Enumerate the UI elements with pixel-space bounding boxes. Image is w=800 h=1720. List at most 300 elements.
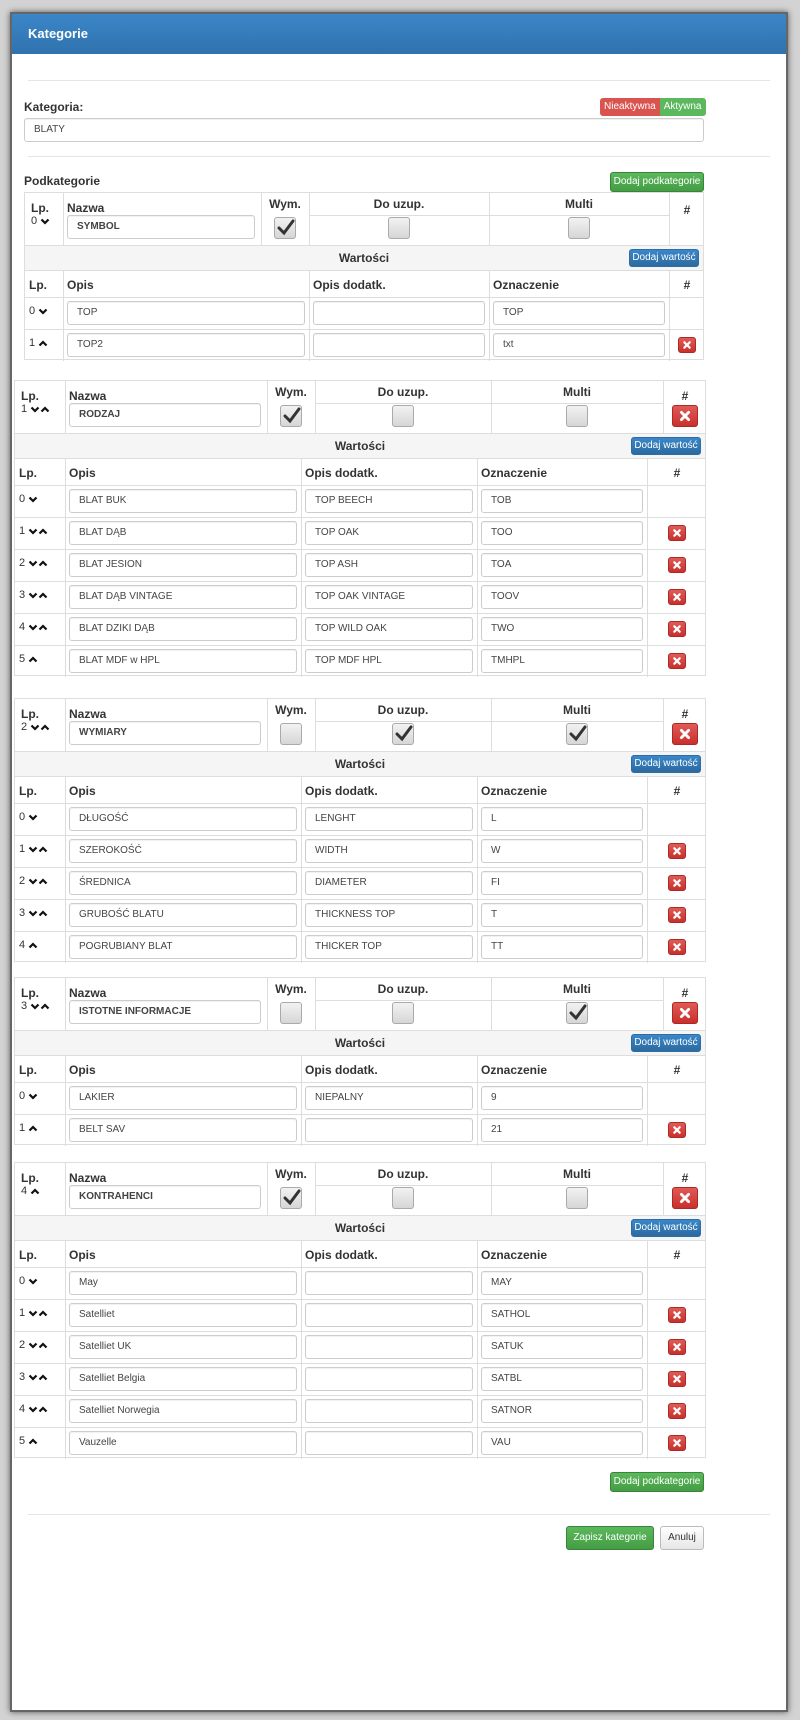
value-row [15,1114,705,1146]
checkmark-icon [569,725,587,743]
value-row [15,549,705,581]
chevron-up-icon[interactable] [40,405,50,414]
value-code-input[interactable]: SATUK [481,1335,643,1359]
value-index [19,493,38,505]
delete-subcategory-button[interactable] [672,1002,698,1024]
chevron-up-icon[interactable] [38,559,48,568]
delete-subcategory-button[interactable] [672,1187,698,1209]
value-extra-desc-input[interactable]: THICKER TOP [305,935,473,959]
value-index [19,843,48,855]
value-code-input[interactable]: TOP [493,301,665,325]
checkbox-multi[interactable] [566,1187,588,1209]
chevron-down-icon[interactable] [28,909,38,918]
hash-header: # [683,203,691,217]
subcategory-index [21,721,50,733]
value-desc-input[interactable]: BLAT JESION [69,553,297,577]
subcategory-name-input[interactable]: ISTOTNE INFORMACJE [69,1000,261,1024]
delete-value-button[interactable] [668,939,686,955]
divider [28,80,770,81]
value-code-input[interactable]: TOA [481,553,643,577]
values-header: Wartości [334,1221,386,1235]
delete-subcategory-button[interactable] [672,405,698,427]
value-code-input[interactable]: TMHPL [481,649,643,673]
close-icon [679,728,691,740]
index-number: 1 [19,843,26,855]
value-row [15,1299,705,1331]
value-desc-input[interactable]: TOP2 [67,333,305,357]
delete-subcategory-button[interactable] [672,723,698,745]
value-index [19,589,48,601]
chevron-up-icon[interactable] [38,1405,48,1414]
values-desc-header: Opis [69,466,96,480]
multi-header: Multi [563,385,591,399]
close-icon [673,847,682,856]
row-divider [315,403,663,404]
value-desc-input[interactable]: Satelliet Belgia [69,1367,297,1391]
value-desc-input[interactable]: TOP [67,301,305,325]
index-number: 2 [19,557,26,569]
chevron-down-icon[interactable] [28,1092,38,1101]
lp-header: Lp. [21,1171,39,1185]
checkbox-required[interactable] [280,723,302,745]
delete-value-button[interactable] [678,337,696,353]
checkmark-icon [283,407,301,425]
checkbox-required[interactable] [280,405,302,427]
index-number: 1 [19,525,26,537]
add-value-button[interactable]: Dodaj wartość [631,437,701,455]
value-desc-input[interactable]: GRUBOŚĆ BLATU [69,903,297,927]
value-extra-desc-input[interactable]: TOP BEECH [305,489,473,513]
value-desc-input[interactable]: Vauzelle [69,1431,297,1455]
chevron-down-icon[interactable] [28,1341,38,1350]
cancel-button[interactable]: Anuluj [660,1526,704,1550]
hash-header: # [681,707,689,721]
chevron-up-icon[interactable] [30,1187,40,1196]
delete-value-button[interactable] [668,653,686,669]
checkbox-to-fill[interactable] [392,405,414,427]
name-header: Nazwa [67,201,105,215]
values-extra-desc-header: Opis dodatk. [313,278,386,292]
value-code-input[interactable]: SATNOR [481,1399,643,1423]
value-code-input[interactable]: SATBL [481,1367,643,1391]
close-icon [679,1007,691,1019]
value-index [19,1403,48,1415]
required-header: Wym. [275,703,307,717]
values-desc-header: Opis [69,1248,96,1262]
value-row [15,899,705,931]
category-name-input[interactable]: BLATY [24,118,704,142]
value-extra-desc-input[interactable] [305,1367,473,1391]
subcategory-name-input[interactable]: RODZAJ [69,403,261,427]
value-row [15,1395,705,1427]
subcategory-section [14,380,706,676]
value-code-input[interactable]: TT [481,935,643,959]
status-inactive-button[interactable]: Nieaktywna [600,98,660,116]
delete-value-button[interactable] [668,1371,686,1387]
close-icon [679,1192,691,1204]
value-desc-input[interactable]: DŁUGOŚĆ [69,807,297,831]
value-extra-desc-input[interactable]: TOP OAK [305,521,473,545]
value-extra-desc-input[interactable]: LENGHT [305,807,473,831]
add-value-button[interactable]: Dodaj wartość [631,1219,701,1237]
value-row [15,1427,705,1459]
chevron-up-icon[interactable] [28,1437,38,1446]
delete-value-button[interactable] [668,907,686,923]
add-subcategory-button-bottom[interactable]: Dodaj podkategorie [610,1472,704,1492]
values-code-header: Oznaczenie [481,784,548,798]
chevron-down-icon[interactable] [38,307,48,316]
add-value-button[interactable]: Dodaj wartość [631,1034,701,1052]
value-code-input[interactable]: 9 [481,1086,643,1110]
value-extra-desc-input[interactable]: DIAMETER [305,871,473,895]
checkbox-multi[interactable] [566,405,588,427]
delete-value-button[interactable] [668,1339,686,1355]
subcategory-section [14,977,706,1145]
delete-value-button[interactable] [668,1122,686,1138]
index-number: 5 [19,1435,26,1447]
chevron-down-icon[interactable] [28,623,38,632]
value-index [19,1339,48,1351]
lp-header: Lp. [21,389,39,403]
value-extra-desc-input[interactable] [305,1431,473,1455]
values-hash-header: # [673,784,681,798]
subcategories-label: Podkategorie [24,174,101,188]
status-toggle[interactable] [600,98,706,116]
delete-value-button[interactable] [668,1435,686,1451]
value-row [15,835,705,867]
index-number: 1 [19,1122,26,1134]
close-icon [679,410,691,422]
index-number: 0 [19,493,26,505]
delete-value-button[interactable] [668,589,686,605]
value-code-input[interactable]: MAY [481,1271,643,1295]
values-header: Wartości [334,757,386,771]
value-desc-input[interactable]: POGRUBIANY BLAT [69,935,297,959]
values-desc-header: Opis [69,784,96,798]
delete-value-button[interactable] [668,557,686,573]
chevron-down-icon[interactable] [28,1309,38,1318]
subcategory-section [14,698,706,962]
value-desc-input[interactable]: BLAT BUK [69,489,297,513]
hash-header: # [681,986,689,1000]
chevron-down-icon[interactable] [28,527,38,536]
value-desc-input[interactable]: BLAT MDF w HPL [69,649,297,673]
multi-header: Multi [563,1167,591,1181]
chevron-down-icon[interactable] [40,217,50,226]
value-desc-input[interactable]: SZEROKOŚĆ [69,839,297,863]
close-icon [673,1407,682,1416]
delete-value-button[interactable] [668,875,686,891]
checkmark-icon [277,219,295,237]
values-code-header: Oznaczenie [493,278,560,292]
chevron-down-icon[interactable] [30,723,40,732]
chevron-up-icon[interactable] [38,591,48,600]
value-index [19,811,38,823]
chevron-down-icon[interactable] [28,1373,38,1382]
subcategory-name-input[interactable]: SYMBOL [67,215,255,239]
chevron-up-icon[interactable] [40,1002,50,1011]
chevron-up-icon[interactable] [38,1373,48,1382]
chevron-down-icon[interactable] [30,405,40,414]
chevron-up-icon[interactable] [38,527,48,536]
value-row [15,581,705,613]
chevron-up-icon[interactable] [38,1341,48,1350]
value-row [15,803,705,835]
delete-value-button[interactable] [668,525,686,541]
value-index [29,305,48,317]
index-number: 1 [29,337,36,349]
add-subcategory-button-top[interactable]: Dodaj podkategorie [610,172,704,192]
lp-header: Lp. [31,201,49,215]
delete-value-button[interactable] [668,621,686,637]
value-extra-desc-input[interactable]: TOP ASH [305,553,473,577]
column-divider [669,193,670,245]
checkbox-multi[interactable] [566,1002,588,1024]
value-desc-input[interactable]: ŚREDNICA [69,871,297,895]
checkbox-to-fill[interactable] [392,1002,414,1024]
checkbox-required[interactable] [274,217,296,239]
values-lp-header: Lp. [19,784,37,798]
checkbox-to-fill[interactable] [392,1187,414,1209]
chevron-down-icon[interactable] [28,1277,38,1286]
subcategory-index [21,1000,50,1012]
value-desc-input[interactable]: BLAT DZIKI DĄB [69,617,297,641]
to-fill-header: Do uzup. [377,982,429,996]
required-header: Wym. [269,197,301,211]
chevron-up-icon[interactable] [40,723,50,732]
subcategory-section [14,1162,706,1458]
to-fill-header: Do uzup. [377,385,429,399]
value-extra-desc-input[interactable] [313,333,485,357]
chevron-up-icon[interactable] [38,1309,48,1318]
close-icon [683,341,692,350]
name-header: Nazwa [69,1171,107,1185]
value-code-input[interactable]: L [481,807,643,831]
close-icon [673,943,682,952]
index-number: 0 [31,215,38,227]
close-icon [673,879,682,888]
column-divider [65,381,66,433]
delete-value-button[interactable] [668,843,686,859]
value-extra-desc-input[interactable]: TOP MDF HPL [305,649,473,673]
index-number: 4 [21,1185,28,1197]
values-desc-header: Opis [67,278,94,292]
subcategory-section [24,192,704,360]
divider [28,156,770,157]
chevron-down-icon[interactable] [30,1002,40,1011]
chevron-up-icon[interactable] [38,877,48,886]
chevron-down-icon[interactable] [28,877,38,886]
value-code-input[interactable]: TOO [481,521,643,545]
close-icon [673,561,682,570]
checkbox-to-fill[interactable] [392,723,414,745]
chevron-up-icon[interactable] [38,909,48,918]
value-desc-input[interactable]: Satelliet [69,1303,297,1327]
add-value-button[interactable]: Dodaj wartość [631,755,701,773]
value-index [29,337,48,349]
checkbox-multi[interactable] [568,217,590,239]
chevron-up-icon[interactable] [28,941,38,950]
chevron-down-icon[interactable] [28,813,38,822]
status-active-button[interactable]: Aktywna [660,98,706,116]
required-header: Wym. [275,385,307,399]
values-extra-desc-header: Opis dodatk. [305,784,378,798]
to-fill-header: Do uzup. [377,703,429,717]
index-number: 2 [19,875,26,887]
hash-header: # [681,389,689,403]
index-number: 1 [21,403,28,415]
value-extra-desc-input[interactable]: TOP OAK VINTAGE [305,585,473,609]
close-icon [673,1439,682,1448]
modal-title: Kategorie [12,14,786,54]
value-code-input[interactable]: TOB [481,489,643,513]
value-desc-input[interactable]: BLAT DĄB [69,521,297,545]
multi-header: Multi [563,703,591,717]
delete-value-button[interactable] [668,1403,686,1419]
values-hash-header: # [673,1063,681,1077]
save-category-button[interactable]: Zapisz kategorie [566,1526,654,1550]
lp-header: Lp. [21,986,39,1000]
chevron-up-icon[interactable] [28,655,38,664]
value-code-input[interactable]: FI [481,871,643,895]
close-icon [673,529,682,538]
lp-header: Lp. [21,707,39,721]
value-index [19,653,38,665]
value-extra-desc-input[interactable]: NIEPALNY [305,1086,473,1110]
chevron-down-icon[interactable] [28,495,38,504]
value-row [15,485,705,517]
values-code-header: Oznaczenie [481,466,548,480]
add-value-button[interactable]: Dodaj wartość [629,249,699,267]
index-number: 0 [19,1275,26,1287]
value-extra-desc-input[interactable] [305,1335,473,1359]
values-hash-header: # [673,466,681,480]
chevron-up-icon[interactable] [38,339,48,348]
value-code-input[interactable]: txt [493,333,665,357]
value-row [15,1331,705,1363]
subcategory-name-input[interactable]: WYMIARY [69,721,261,745]
index-number: 0 [19,1090,26,1102]
subcategory-name-input[interactable]: KONTRAHENCI [69,1185,261,1209]
value-extra-desc-input[interactable]: TOP WILD OAK [305,617,473,641]
values-extra-desc-header: Opis dodatk. [305,1248,378,1262]
chevron-up-icon[interactable] [28,1124,38,1133]
values-desc-header: Opis [69,1063,96,1077]
value-code-input[interactable]: T [481,903,643,927]
close-icon [673,593,682,602]
column-divider [65,1163,66,1215]
value-desc-input[interactable]: Satelliet Norwegia [69,1399,297,1423]
values-header: Wartości [334,439,386,453]
multi-header: Multi [563,982,591,996]
value-extra-desc-input[interactable]: WIDTH [305,839,473,863]
index-number: 2 [21,721,28,733]
index-number: 4 [19,939,26,951]
value-desc-input[interactable]: LAKIER [69,1086,297,1110]
checkbox-required[interactable] [280,1002,302,1024]
column-divider [63,193,64,245]
row-divider [309,215,669,216]
row-divider [315,721,663,722]
value-extra-desc-input[interactable] [305,1118,473,1142]
value-extra-desc-input[interactable]: THICKNESS TOP [305,903,473,927]
hash-header: # [681,1171,689,1185]
values-code-header: Oznaczenie [481,1248,548,1262]
value-code-input[interactable]: W [481,839,643,863]
values-lp-header: Lp. [29,278,47,292]
value-index [19,1435,38,1447]
chevron-down-icon[interactable] [28,559,38,568]
checkmark-icon [569,1004,587,1022]
values-header: Wartości [338,251,390,265]
to-fill-header: Do uzup. [373,197,425,211]
values-lp-header: Lp. [19,1248,37,1262]
value-extra-desc-input[interactable] [305,1303,473,1327]
category-label: Kategoria: [24,100,84,114]
chevron-down-icon[interactable] [28,591,38,600]
value-desc-input[interactable]: BLAT DĄB VINTAGE [69,585,297,609]
close-icon [673,1126,682,1135]
checkbox-required[interactable] [280,1187,302,1209]
divider [28,1514,770,1515]
value-row [15,1082,705,1114]
chevron-up-icon[interactable] [38,845,48,854]
checkmark-icon [283,1189,301,1207]
value-row [15,867,705,899]
checkbox-multi[interactable] [566,723,588,745]
close-icon [673,1375,682,1384]
value-code-input[interactable]: SATHOL [481,1303,643,1327]
value-extra-desc-input[interactable] [305,1271,473,1295]
value-desc-input[interactable]: Satelliet UK [69,1335,297,1359]
value-index [19,1275,38,1287]
value-code-input[interactable]: 21 [481,1118,643,1142]
value-extra-desc-input[interactable] [313,301,485,325]
chevron-down-icon[interactable] [28,845,38,854]
chevron-up-icon[interactable] [38,623,48,632]
value-row [15,517,705,549]
value-code-input[interactable]: TOOV [481,585,643,609]
delete-value-button[interactable] [668,1307,686,1323]
column-divider [65,699,66,751]
close-icon [673,1311,682,1320]
row-divider [315,1000,663,1001]
values-code-header: Oznaczenie [481,1063,548,1077]
name-header: Nazwa [69,986,107,1000]
value-code-input[interactable]: VAU [481,1431,643,1455]
value-code-input[interactable]: TWO [481,617,643,641]
values-extra-desc-header: Opis dodatk. [305,1063,378,1077]
subcategory-index [21,403,50,415]
index-number: 3 [19,1371,26,1383]
value-extra-desc-input[interactable] [305,1399,473,1423]
value-index [19,557,48,569]
category-modal [10,12,788,1712]
index-number: 4 [19,1403,26,1415]
value-row [15,1363,705,1395]
value-row [25,297,703,329]
value-row [15,613,705,645]
value-desc-input[interactable]: BELT SAV [69,1118,297,1142]
index-number: 0 [29,305,36,317]
index-number: 2 [19,1339,26,1351]
close-icon [673,625,682,634]
checkbox-to-fill[interactable] [388,217,410,239]
values-lp-header: Lp. [19,1063,37,1077]
chevron-down-icon[interactable] [28,1405,38,1414]
values-extra-desc-header: Opis dodatk. [305,466,378,480]
value-desc-input[interactable]: May [69,1271,297,1295]
